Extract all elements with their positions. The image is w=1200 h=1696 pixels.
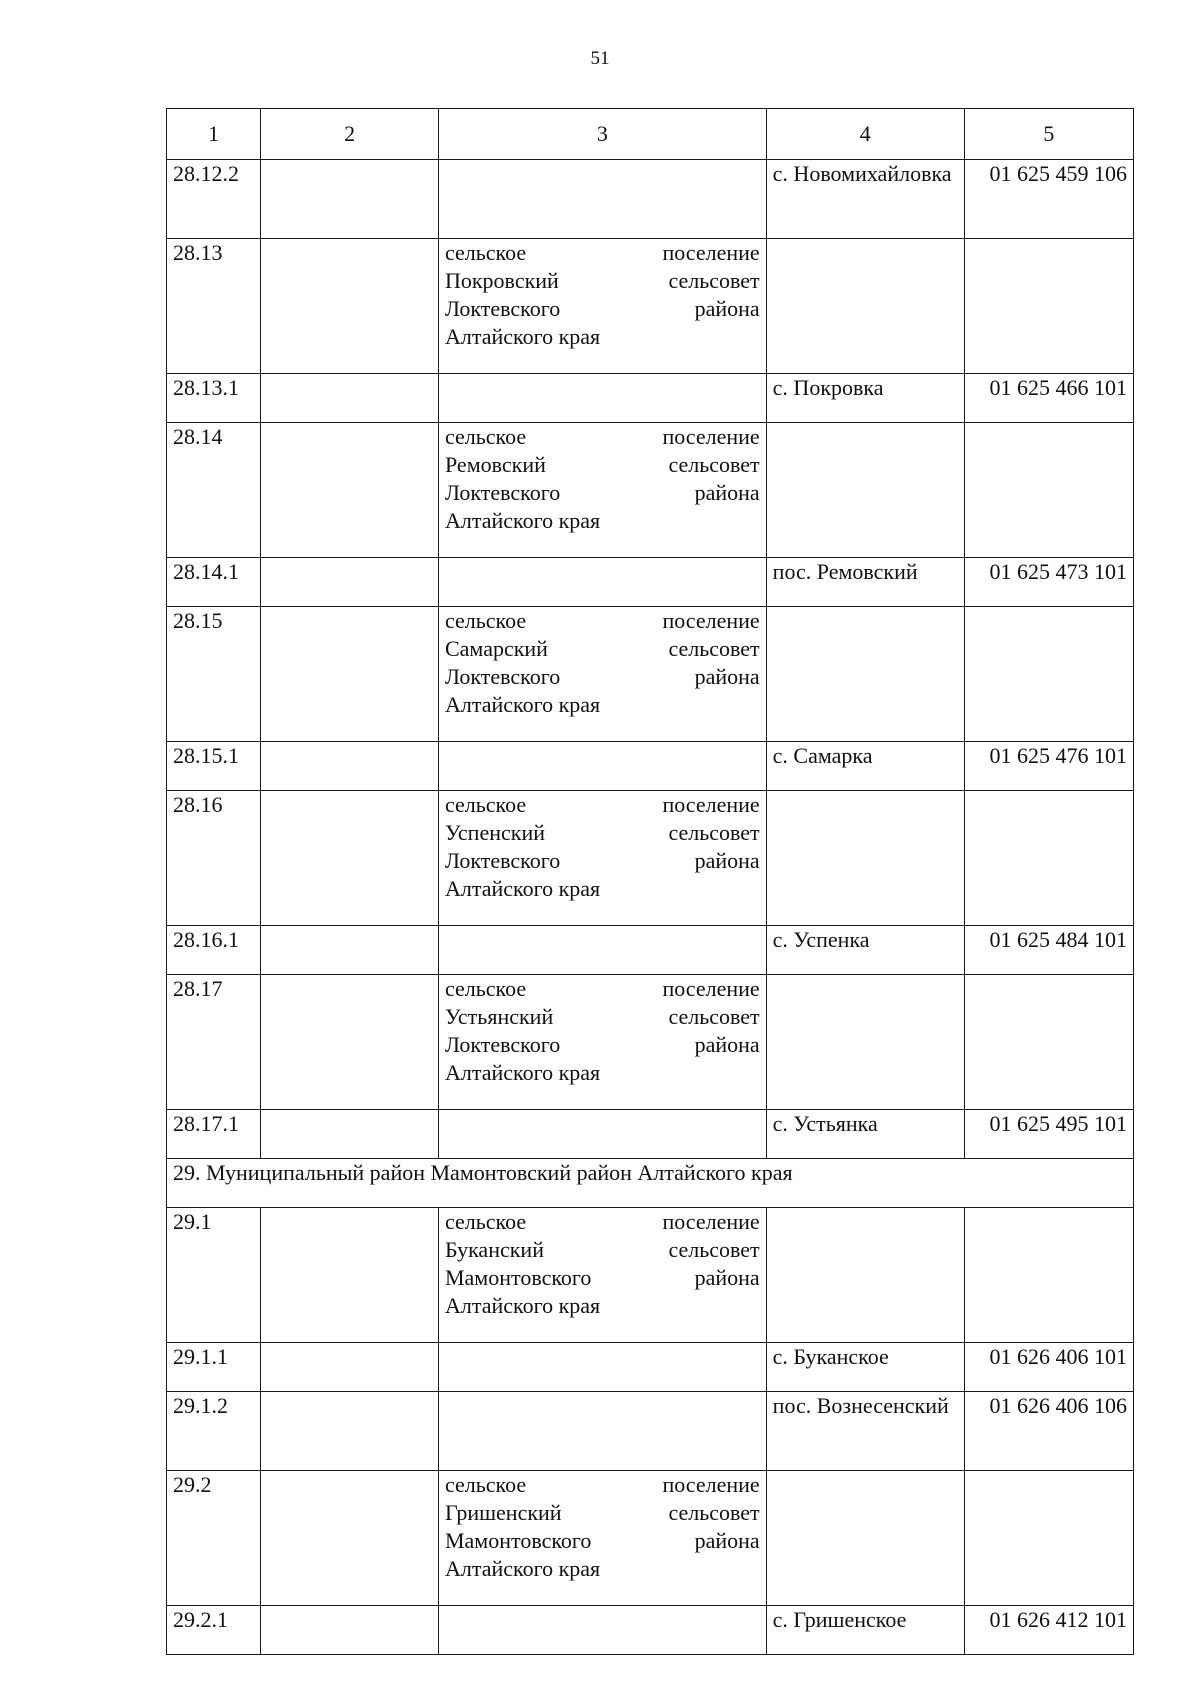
name-word: сельское <box>444 424 527 449</box>
name-word: района <box>694 848 760 873</box>
settlement-name <box>438 926 766 975</box>
name-word: Мамонтовского <box>444 1265 592 1290</box>
row-number: 29.1 <box>167 1208 261 1343</box>
settlement-row <box>167 791 1134 926</box>
empty-cell <box>261 1208 439 1343</box>
locality-name: с. Покровка <box>766 374 964 423</box>
header-col-4: 4 <box>766 109 964 160</box>
name-word: Покровский <box>444 268 559 293</box>
name-line <box>445 323 760 351</box>
header-col-1: 1 <box>167 109 261 160</box>
settlement-name <box>438 607 766 742</box>
name-word: Алтайского края <box>444 1060 601 1085</box>
oktmo-code <box>964 607 1133 742</box>
name-word: Устьянский <box>444 1004 554 1029</box>
row-number: 28.14.1 <box>167 558 261 607</box>
header-row <box>167 109 1134 160</box>
name-word: сельсовет <box>668 1500 760 1525</box>
locality-row <box>167 926 1134 975</box>
name-line <box>445 423 760 451</box>
row-number: 28.14 <box>167 423 261 558</box>
name-word: Алтайского края <box>444 324 601 349</box>
empty-cell <box>261 1606 439 1655</box>
name-line <box>445 1264 760 1292</box>
name-word: сельское <box>444 1209 527 1234</box>
locality-name: с. Самарка <box>766 742 964 791</box>
locality-row <box>167 558 1134 607</box>
row-number: 29.2.1 <box>167 1606 261 1655</box>
name-word: сельское <box>444 240 527 265</box>
name-word: района <box>694 296 760 321</box>
name-line <box>445 663 760 691</box>
oktmo-code: 01 625 484 101 <box>964 926 1133 975</box>
name-line <box>445 1292 760 1320</box>
settlement-name <box>438 558 766 607</box>
settlement-name <box>438 742 766 791</box>
row-number: 28.17.1 <box>167 1110 261 1159</box>
name-word: поселение <box>662 240 760 265</box>
oktmo-code <box>964 975 1133 1110</box>
name-word: сельсовет <box>668 1237 760 1262</box>
page-number: 51 <box>590 48 610 69</box>
empty-cell <box>261 1471 439 1606</box>
row-number: 28.17 <box>167 975 261 1110</box>
row-number: 28.15 <box>167 607 261 742</box>
settlement-name <box>438 791 766 926</box>
name-word: поселение <box>662 1472 760 1497</box>
settlement-name <box>438 1343 766 1392</box>
locality-row <box>167 1606 1134 1655</box>
name-word: сельское <box>444 792 527 817</box>
locality-row <box>167 1392 1134 1471</box>
settlement-name <box>438 1606 766 1655</box>
name-line <box>445 1471 760 1499</box>
name-word: Локтевского <box>444 1032 561 1057</box>
oktmo-code: 01 626 412 101 <box>964 1606 1133 1655</box>
name-word: Локтевского <box>444 480 561 505</box>
empty-cell <box>261 423 439 558</box>
row-number: 28.12.2 <box>167 160 261 239</box>
locality-name <box>766 975 964 1110</box>
row-number: 29.1.1 <box>167 1343 261 1392</box>
empty-cell <box>261 374 439 423</box>
locality-name <box>766 1471 964 1606</box>
name-line <box>445 479 760 507</box>
locality-name <box>766 239 964 374</box>
name-word: сельское <box>444 1472 527 1497</box>
empty-cell <box>261 607 439 742</box>
row-number: 28.15.1 <box>167 742 261 791</box>
name-line <box>445 791 760 819</box>
name-line <box>445 1555 760 1583</box>
name-line <box>445 975 760 1003</box>
settlement-name <box>438 423 766 558</box>
locality-name <box>766 791 964 926</box>
table-body <box>167 160 1134 1655</box>
name-line <box>445 1003 760 1031</box>
municipal-registry-table <box>166 108 1134 1655</box>
locality-row <box>167 1343 1134 1392</box>
name-word: района <box>694 1032 760 1057</box>
settlement-name <box>438 1392 766 1471</box>
name-line <box>445 1059 760 1087</box>
empty-cell <box>261 1110 439 1159</box>
oktmo-code <box>964 239 1133 374</box>
settlement-name <box>438 1110 766 1159</box>
name-word: Алтайского края <box>444 1556 601 1581</box>
name-word: сельсовет <box>668 636 760 661</box>
empty-cell <box>261 558 439 607</box>
name-line <box>445 239 760 267</box>
empty-cell <box>261 975 439 1110</box>
settlement-name <box>438 1471 766 1606</box>
name-word: сельсовет <box>668 452 760 477</box>
name-word: Самарский <box>444 636 548 661</box>
settlement-row <box>167 1208 1134 1343</box>
settlement-name <box>438 374 766 423</box>
locality-name: с. Новомихайловка <box>766 160 964 239</box>
oktmo-code: 01 625 466 101 <box>964 374 1133 423</box>
name-word: поселение <box>662 1209 760 1234</box>
name-word: сельсовет <box>668 1004 760 1029</box>
row-number: 28.13 <box>167 239 261 374</box>
locality-row <box>167 1110 1134 1159</box>
name-word: поселение <box>662 424 760 449</box>
settlement-name <box>438 1208 766 1343</box>
settlement-row <box>167 1471 1134 1606</box>
settlement-row <box>167 607 1134 742</box>
locality-row <box>167 374 1134 423</box>
name-word: Мамонтовского <box>444 1528 592 1553</box>
name-line <box>445 1236 760 1264</box>
name-line <box>445 295 760 323</box>
name-word: Алтайского края <box>444 1293 601 1318</box>
locality-name: с. Успенка <box>766 926 964 975</box>
name-line <box>445 1499 760 1527</box>
oktmo-code: 01 626 406 101 <box>964 1343 1133 1392</box>
oktmo-code: 01 626 406 106 <box>964 1392 1133 1471</box>
name-line <box>445 635 760 663</box>
oktmo-code: 01 625 459 106 <box>964 160 1133 239</box>
locality-name <box>766 1208 964 1343</box>
name-word: Алтайского края <box>444 692 601 717</box>
empty-cell <box>261 239 439 374</box>
section-title: 29. Муниципальный район Мамонтовский район Алтайского края <box>167 1159 1134 1208</box>
header-col-3: 3 <box>438 109 766 160</box>
locality-name <box>766 607 964 742</box>
empty-cell <box>261 1392 439 1471</box>
row-number: 28.16.1 <box>167 926 261 975</box>
locality-name <box>766 423 964 558</box>
locality-name: с. Устьянка <box>766 1110 964 1159</box>
name-word: Буканский <box>444 1237 544 1262</box>
name-line <box>445 1031 760 1059</box>
name-line <box>445 847 760 875</box>
locality-name: пос. Вознесенский <box>766 1392 964 1471</box>
locality-row <box>167 742 1134 791</box>
empty-cell <box>261 1343 439 1392</box>
section-row <box>167 1159 1134 1208</box>
name-word: поселение <box>662 608 760 633</box>
name-word: Локтевского <box>444 848 561 873</box>
name-word: Успенский <box>444 820 545 845</box>
name-line <box>445 507 760 535</box>
row-number: 28.13.1 <box>167 374 261 423</box>
empty-cell <box>261 791 439 926</box>
name-word: сельсовет <box>668 268 760 293</box>
row-number: 29.1.2 <box>167 1392 261 1471</box>
oktmo-code: 01 625 495 101 <box>964 1110 1133 1159</box>
locality-name: с. Буканское <box>766 1343 964 1392</box>
name-word: Алтайского края <box>444 508 601 533</box>
name-word: Ремовский <box>444 452 546 477</box>
name-word: Гришенский <box>444 1500 562 1525</box>
name-word: района <box>694 480 760 505</box>
settlement-row <box>167 975 1134 1110</box>
empty-cell <box>261 160 439 239</box>
name-line <box>445 819 760 847</box>
name-word: Локтевского <box>444 664 561 689</box>
locality-row <box>167 160 1134 239</box>
oktmo-code: 01 625 476 101 <box>964 742 1133 791</box>
name-word: поселение <box>662 792 760 817</box>
name-line <box>445 1527 760 1555</box>
name-word: сельсовет <box>668 820 760 845</box>
name-word: поселение <box>662 976 760 1001</box>
name-line <box>445 607 760 635</box>
settlement-row <box>167 239 1134 374</box>
settlement-name <box>438 239 766 374</box>
row-number: 29.2 <box>167 1471 261 1606</box>
oktmo-code <box>964 1208 1133 1343</box>
name-line <box>445 691 760 719</box>
name-line <box>445 1208 760 1236</box>
name-word: района <box>694 1265 760 1290</box>
row-number: 28.16 <box>167 791 261 926</box>
settlement-name <box>438 975 766 1110</box>
settlement-name <box>438 160 766 239</box>
oktmo-code <box>964 423 1133 558</box>
locality-name: пос. Ремовский <box>766 558 964 607</box>
oktmo-code: 01 625 473 101 <box>964 558 1133 607</box>
name-line <box>445 875 760 903</box>
locality-name: с. Гришенское <box>766 1606 964 1655</box>
name-word: сельское <box>444 976 527 1001</box>
empty-cell <box>261 926 439 975</box>
oktmo-code <box>964 791 1133 926</box>
name-word: Алтайского края <box>444 876 601 901</box>
header-col-2: 2 <box>261 109 439 160</box>
empty-cell <box>261 742 439 791</box>
settlement-row <box>167 423 1134 558</box>
name-line <box>445 451 760 479</box>
name-word: района <box>694 1528 760 1553</box>
name-word: сельское <box>444 608 527 633</box>
header-col-5: 5 <box>964 109 1133 160</box>
oktmo-code <box>964 1471 1133 1606</box>
name-word: Локтевского <box>444 296 561 321</box>
name-word: района <box>694 664 760 689</box>
name-line <box>445 267 760 295</box>
